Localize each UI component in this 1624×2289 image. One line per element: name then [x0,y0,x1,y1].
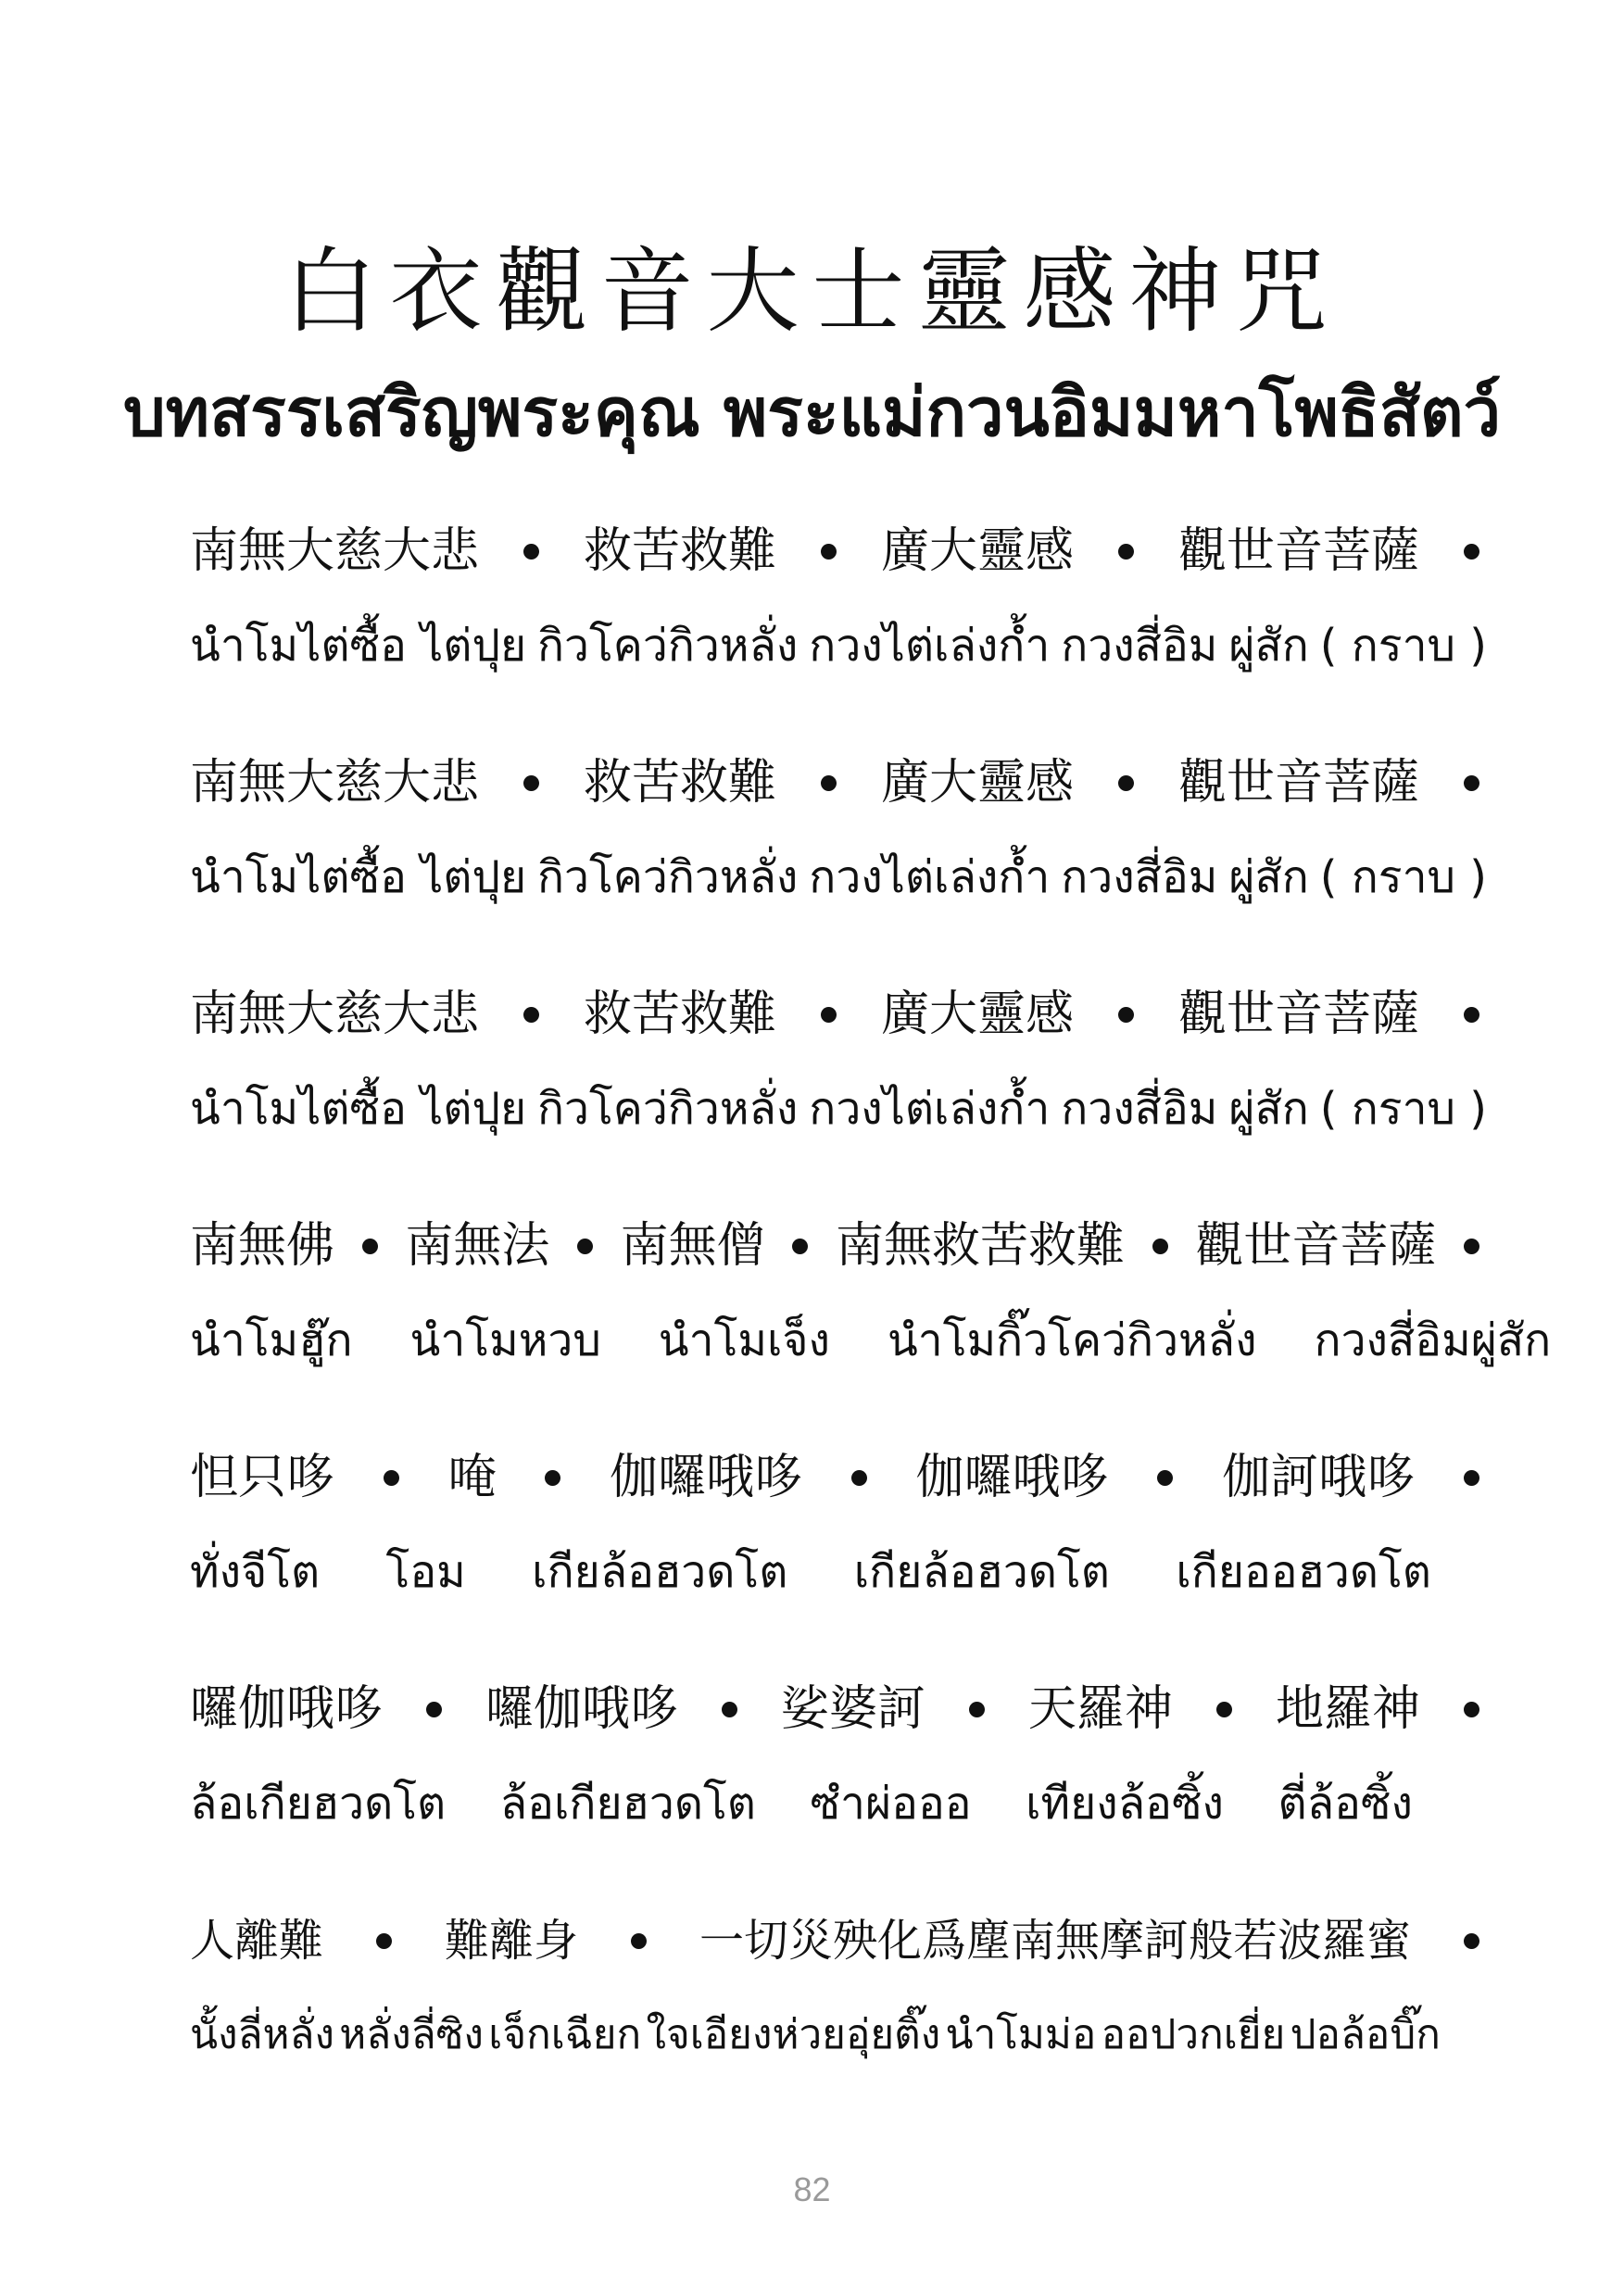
bullet-dot [362,1239,378,1254]
verse-4-chinese [190,1209,1487,1283]
th-phrase: เทียงล้อซิ้ง [1026,1778,1224,1830]
verse-2 [190,746,1487,914]
zh-phrase: 怛只哆 [190,1450,335,1505]
verse-6 [190,1672,1487,1841]
th-phrase: ผู่สัก [1228,620,1309,672]
bullet-dot [523,775,539,791]
zh-phrase: 娑婆訶 [780,1681,925,1737]
verse-7-thai [190,1998,1487,2072]
zh-phrase: 救苦救難 [583,755,776,811]
zh-phrase: 觀世音菩薩 [1177,755,1419,811]
verse-4-thai [190,1303,1552,1377]
th-phrase: เจ็กเฉียก [488,2011,642,2058]
bullet-dot [821,544,837,560]
th-phrase: ล้อเกียฮวดโต [190,1778,447,1830]
verse-5-chinese [190,1440,1487,1515]
bullet-dot [1216,1702,1232,1717]
bullet-dot [1464,1007,1479,1023]
bullet-dot [1157,1470,1173,1486]
verse-4 [190,1209,1552,1377]
verse-3-chinese [190,977,1487,1051]
title-chinese: 白衣觀音大士靈感神咒 [283,237,1341,346]
th-phrase: ซำผ่อออ [810,1778,972,1830]
th-phrase: ( กราบ ) [1319,851,1487,903]
bullet-dot [792,1239,808,1254]
th-phrase: ล้อเกียฮวดโต [499,1778,756,1830]
th-phrase: กวงไต่เล่งก้ำ [809,620,1051,672]
th-phrase: นำโมหวบ [409,1314,601,1366]
verse-2-chinese [190,746,1487,820]
th-phrase: ( กราบ ) [1319,620,1487,672]
th-phrase: นำโมเจ็ง [658,1314,830,1366]
zh-phrase: 南無大慈大悲 [190,523,480,579]
th-phrase: กวงไต่เล่งก้ำ [809,851,1051,903]
verse-1 [190,514,1487,683]
zh-phrase: 人離難 [190,1915,324,1967]
th-phrase: นำโมไต่ซื้อ ไต่ปุย [190,851,527,903]
bullet-dot [969,1702,985,1717]
bullet-dot [376,1933,392,1949]
zh-phrase: 南無救苦救難 [835,1218,1125,1274]
bullet-dot [851,1470,867,1486]
bullet-dot [1118,775,1134,791]
verse-7 [190,1904,1487,2072]
page-number: 82 [793,2170,831,2208]
zh-phrase: 救苦救難 [583,987,776,1042]
th-phrase: ตี่ล้อซิ้ง [1278,1778,1413,1830]
zh-phrase: 一切災殃化爲塵南無摩訶般若波羅蜜 [699,1915,1411,1967]
th-phrase: เกียล้อฮวดโต [532,1546,788,1598]
zh-phrase: 觀世音菩薩 [1195,1218,1437,1274]
bullet-dot [1464,1470,1479,1486]
bullet-dot [1464,1933,1479,1949]
zh-phrase: 救苦救難 [583,523,776,579]
bullet-dot [1152,1239,1168,1254]
zh-phrase: 難離身 [444,1915,578,1967]
zh-phrase: 南無大慈大悲 [190,987,480,1042]
verse-6-thai [190,1767,1487,1841]
verse-3 [190,977,1487,1146]
zh-phrase: 唵 [447,1450,497,1505]
zh-phrase: 地羅神 [1275,1681,1420,1737]
th-phrase: นำโมฮู๊ก [190,1314,353,1366]
zh-phrase: 南無僧 [620,1218,765,1274]
th-phrase: ใจเอียงห่วยอุ่ยติ๊ง [646,2011,941,2058]
th-phrase: กิวโคว่กิวหลั่ง [536,851,799,903]
bullet-dot [577,1239,593,1254]
verse-1-thai [190,609,1487,683]
bullet-dot [523,544,539,560]
zh-phrase: 廣大靈感 [880,523,1074,579]
th-phrase: ออปวกเยี่ย [1101,2011,1286,2058]
zh-phrase: 天羅神 [1027,1681,1173,1737]
zh-phrase: 觀世音菩薩 [1177,987,1419,1042]
th-phrase: นำโมไต่ซื้อ ไต่ปุย [190,620,527,672]
title-thai: บทสรรเสริญพระคุณ พระแม่กวนอิมมหาโพธิสัตว์ [122,373,1502,451]
bullet-dot [631,1933,647,1949]
bullet-dot [1464,775,1479,791]
bullet-dot [722,1702,737,1717]
th-phrase: ปอล้อบิ๊ก [1290,2011,1441,2058]
th-phrase: นำโมไต่ซื้อ ไต่ปุย [190,1083,527,1135]
th-phrase: กวงไต่เล่งก้ำ [809,1083,1051,1135]
zh-phrase: 觀世音菩薩 [1177,523,1419,579]
zh-phrase: 伽囉哦哆 [915,1450,1109,1505]
verse-2-thai [190,840,1487,914]
zh-phrase: 南無法 [405,1218,550,1274]
th-phrase: นั้งลี่หลั่ง [190,2011,334,2058]
bullet-dot [821,1007,837,1023]
th-phrase: เกียออฮวดโต [1176,1546,1431,1598]
zh-phrase: 南無佛 [190,1218,335,1274]
verse-7-chinese [190,1904,1487,1978]
zh-phrase: 廣大靈感 [880,755,1074,811]
bullet-dot [821,775,837,791]
th-phrase: ทั่งจีโต [190,1546,321,1598]
zh-phrase: 伽訶哦哆 [1222,1450,1416,1505]
zh-phrase: 廣大靈感 [880,987,1074,1042]
th-phrase: โอม [385,1546,466,1598]
th-phrase: เกียล้อฮวดโต [853,1546,1110,1598]
zh-phrase: 南無大慈大悲 [190,755,480,811]
th-phrase: กิวโคว่กิวหลั่ง [536,1083,799,1135]
bullet-dot [1464,1702,1479,1717]
bullet-dot [384,1470,399,1486]
verse-6-chinese [190,1672,1487,1746]
bullet-dot [523,1007,539,1023]
bullet-dot [1118,544,1134,560]
th-phrase: กวงสี่อิม [1061,1083,1218,1135]
th-phrase: ผู่สัก [1228,1083,1309,1135]
zh-phrase: 囉伽哦哆 [485,1681,678,1737]
verse-5 [190,1440,1487,1609]
zh-phrase: 伽囉哦哆 [610,1450,803,1505]
th-phrase: หลั่งลี่ซิง [339,2011,485,2058]
verse-1-chinese [190,514,1487,588]
th-phrase: นำโมกิ๊วโคว่กิวหลั่ง [887,1314,1257,1366]
bullet-dot [1464,1239,1479,1254]
th-phrase: นำโมม่อ [945,2011,1097,2058]
th-phrase: ( กราบ ) [1319,1083,1487,1135]
th-phrase: กวงสี่อิม [1061,851,1218,903]
bullet-dot [1464,544,1479,560]
th-phrase: กวงสี่อิม [1061,620,1218,672]
th-phrase: กวงสี่อิมผู่สัก [1314,1314,1552,1366]
th-phrase: กิวโคว่กิวหลั่ง [536,620,799,672]
verse-5-thai [190,1535,1487,1609]
verse-3-thai [190,1072,1487,1146]
bullet-dot [426,1702,442,1717]
bullet-dot [545,1470,560,1486]
th-phrase: ผู่สัก [1228,851,1309,903]
zh-phrase: 囉伽哦哆 [190,1681,384,1737]
bullet-dot [1118,1007,1134,1023]
